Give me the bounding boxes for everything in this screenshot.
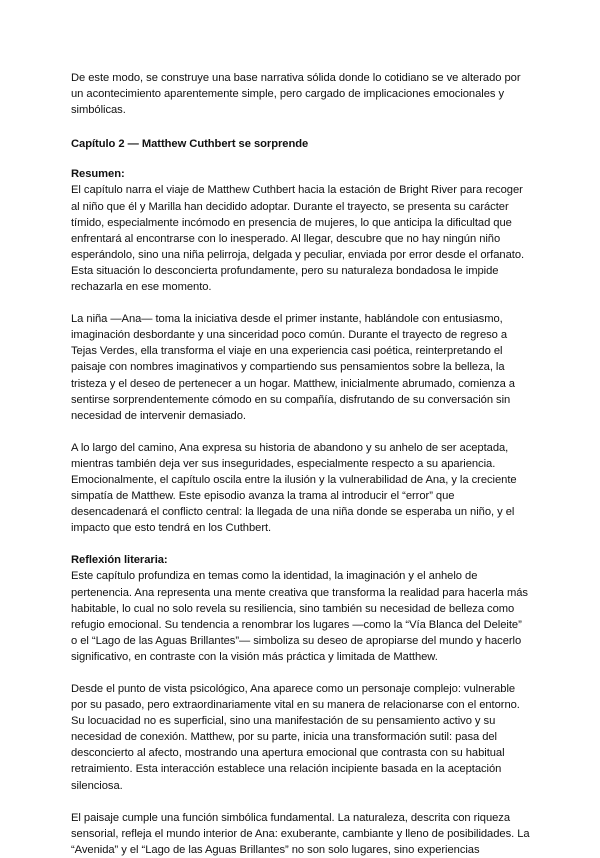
chapter-title: Capítulo 2 — Matthew Cuthbert se sorprende	[71, 138, 309, 151]
reflection-heading: Reflexión literaria:	[71, 554, 168, 567]
reflection-paragraph-3: El paisaje cumple una función simbólica fundamental. La naturaleza, descrita con riqueza sensorial, refleja el mundo interior de Ana: exuberante, cambiante y lleno de posibilidades. La “Avenida” y el “Lago de las Aguas Brillantes” no son solo lugares, sino experiencias	[71, 811, 530, 856]
summary-paragraph-3: A lo largo del camino, Ana expresa su historia de abandono y su anhelo de ser aceptada, mientras también deja ver sus inseguridades, especialmente respecto a su apariencia. Emocionalmente, el capítulo oscila entre la ilusión y la vulnerabilidad de Ana, y la creciente simpatía de Matthew. Este episodio avanza la trama al introducir el “error” que desencadenará el conflicto central: la llegada de una niña donde se esperaba un niño, y el impacto que esto tendrá en los Cuthbert.	[71, 441, 517, 535]
summary-paragraph-1: El capítulo narra el viaje de Matthew Cuthbert hacia la estación de Bright River para recoger al niño que él y Marilla han decidido adoptar. Durante el trayecto, se presenta su carácter tímido, especialmente incómodo en presencia de mujeres, lo que anticipa la dificultad que enfrentará al encontrarse con lo inesperado. Al llegar, descubre que no hay ningún niño esperándolo, sino una niña pelirroja, delgada y peculiar, enviada por error desde el orfanato. Esta situación lo desconcierta profundamente, pero su naturaleza bondadosa le impide rechazarla en ese momento.	[71, 184, 525, 294]
reflection-paragraph-2: Desde el punto de vista psicológico, Ana aparece como un personaje complejo: vulnerable por su pasado, pero extraordinariamente vital en su manera de relacionarse con el entorno. Su locuacidad no es superficial, sino una manifestación de su pensamiento activo y su necesidad de conexión. Matthew, por su parte, inicia una transformación sutil: pasa del desconcierto al afecto, mostrando una apertura emocional que contrasta con su habitual retraimiento. Esta interacción establece una relación incipiente basada en la aceptación silenciosa.	[71, 683, 520, 792]
reflection-paragraph-1: Este capítulo profundiza en temas como la identidad, la imaginación y el anhelo de pertenencia. Ana representa una mente creativa que transforma la realidad para hacerla más habitable, lo cual no solo revela su resiliencia, sino también su necesidad de belleza como refugio emocional. Su tendencia a renombrar los lugares —como la “Vía Blanca del Deleite” o el “Lago de las Aguas Brillantes”— simboliza su deseo de apropiarse del mundo y hacerlo significativo, en contraste con la visión más práctica y limitada de Matthew.	[71, 570, 528, 663]
intro-paragraph: De este modo, se construye una base narrativa sólida donde lo cotidiano se ve alterado por un acontecimiento aparentemente simple, pero cargado de implicaciones emocionales y simbólicas.	[71, 72, 521, 117]
summary-heading: Resumen:	[71, 168, 125, 181]
summary-paragraph-2: La niña —Ana— toma la iniciativa desde el primer instante, hablándole con entusiasmo, imaginación desbordante y una sinceridad poco común. Durante el trayecto de regreso a Tejas Verdes, ella transforma el viaje en una experiencia casi poética, reinterpretando el paisaje con nombres imaginativos y compartiendo sus pensamientos sobre la belleza, la tristeza y el deseo de pertenecer a un hogar. Matthew, inicialmente abrumado, comienza a sentirse sorprendentemente cómodo en su compañía, disfrutando de su conversación sin necesidad de intervenir demasiado.	[71, 313, 515, 422]
